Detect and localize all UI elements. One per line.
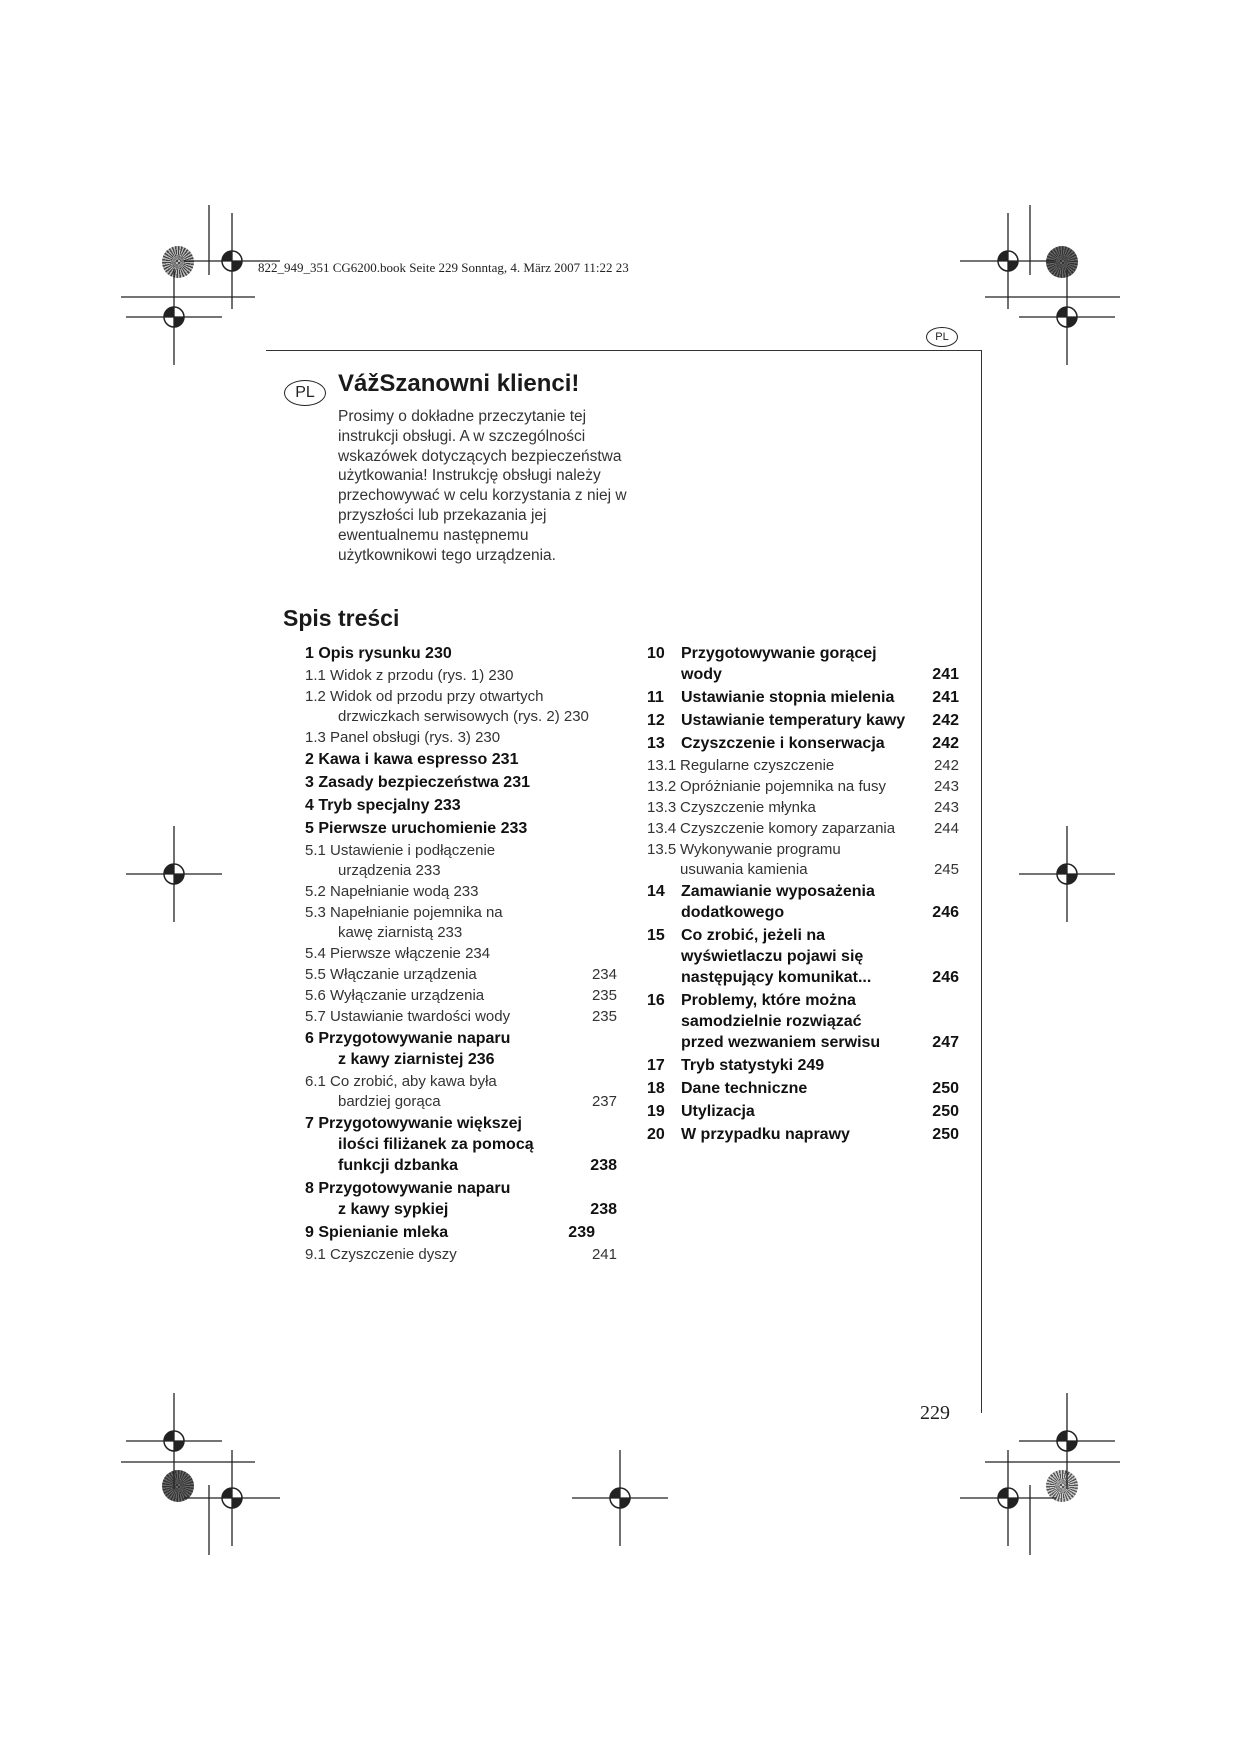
toc-entry-page: 238 [590,1157,617,1174]
toc-entry-number: 18 [647,1080,665,1097]
toc-entry-line [305,1007,617,1027]
toc-entry-line [647,1055,959,1076]
crosshair-target-icon [126,1393,222,1489]
toc-entry-page: 235 [591,1008,617,1025]
toc-entry-number: 16 [647,992,665,1009]
toc-entry-text: Ustawianie temperatury kawy [681,712,906,729]
toc-entry-page: 250 [932,1103,959,1120]
toc-entry [647,881,959,923]
toc-entry-text: Przygotowywanie gorącej [681,645,877,662]
toc-entry-text: następujący komunikat... [681,969,872,986]
toc-entry-line [305,687,617,707]
toc-entry-text: 5.5 Włączanie urządzenia [305,966,477,983]
toc-entry-number: 20 [647,1126,665,1143]
crosshair-target-icon [126,826,222,922]
toc-entry-line [305,1245,617,1265]
toc-entry-text: 1 Opis rysunku 230 [305,645,452,662]
toc-entry [305,1028,617,1070]
toc-entry [647,756,959,776]
toc-entry-text: 1.1 Widok z przodu (rys. 1) 230 [305,667,514,684]
toc-entry [305,643,617,664]
toc-entry-number: 17 [647,1057,665,1074]
toc-entry-line [305,795,617,816]
toc-entry [647,840,959,880]
toc-entry-line [305,841,617,861]
toc-entry-number: 14 [647,883,665,900]
toc-entry-line [647,881,959,902]
toc-entry-line [647,1124,959,1145]
toc-entry-text: 5.4 Pierwsze włączenie 234 [305,945,491,962]
toc-entry-text: Dane techniczne [681,1080,808,1097]
toc-entry-page: 243 [933,778,959,795]
toc-entry-text: drzwiczkach serwisowych (rys. 2) 230 [338,708,589,725]
toc-entry-text: ilości filiżanek za pomocą [338,1136,534,1153]
toc-entry-line [647,777,959,797]
crosshair-target-icon [1019,1393,1115,1489]
frame-right-rule [981,350,982,1413]
toc-entry [305,1072,617,1112]
toc-entry [305,1245,617,1265]
toc-entry [305,795,617,816]
toc-entry-line [305,1113,617,1134]
crosshair-target-icon [572,1450,668,1546]
crosshair-target-icon [184,1450,280,1546]
toc-entry-number: 13.1 [647,757,677,774]
toc-entry-line [647,798,959,818]
toc-entry [305,965,617,985]
toc-entry [647,643,959,685]
toc-entry-page: 245 [933,861,959,878]
toc-entry-text: 3 Zasady bezpieczeństwa 231 [305,774,530,791]
toc-entry-text: 2 Kawa i kawa espresso 231 [305,751,519,768]
toc-entry-line [647,1011,959,1032]
crosshair-target-icon [1019,826,1115,922]
toc-entry [305,728,617,748]
toc-entry-page: 242 [932,735,959,752]
toc-entry [305,818,617,839]
toc-entry-line [305,707,617,727]
greeting-paragraph: Prosimy o dokładne przeczytanie tej instrukcji obsługi. A w szczególności wskazówek dotyczących bezpieczeństwa użytkowania! Instrukcję obsługi należy przechowywać w celu korzystania z niej w przyszłości lub przekazania jej ewentualnemu następnemu użytkownikowi tego urządzenia. [338,408,627,564]
toc-entry [305,1007,617,1027]
frame-top-rule [266,350,982,351]
toc-entry-text: 5.3 Napełnianie pojemnika na [305,904,503,921]
toc-entry-line [647,1078,959,1099]
toc-entry-text: Utylizacja [681,1103,755,1120]
toc-entry-text: Opróżnianie pojemnika na fusy [680,778,886,795]
toc-entry-line [647,1032,959,1053]
toc-entry [647,925,959,988]
toc-entry-line [305,1028,617,1049]
toc-entry [305,687,617,727]
toc-entry-line [647,946,959,967]
toc-entry-text: 1.3 Panel obsługi (rys. 3) 230 [305,729,501,746]
toc-entry-number: 13.5 [647,841,677,858]
toc-entry-page: 239 [568,1224,595,1241]
toc-entry-page: 244 [933,820,959,837]
toc-entry-line [305,749,617,770]
toc-entry-page: 242 [933,757,959,774]
toc-entry-line [305,1134,617,1155]
toc-entry-text: Czyszczenie komory zaparzania [680,820,896,837]
toc-entry [305,903,617,943]
toc-entry-page: 247 [932,1034,959,1051]
toc-entry-line [305,861,617,881]
toc-entry-page: 234 [591,966,617,983]
toc-entry-number: 13.4 [647,820,677,837]
toc-entry-line [305,965,617,985]
toc-entry-line [305,1222,617,1243]
toc-entry [647,1124,959,1145]
toc-entry-number: 10 [647,645,665,662]
toc-title: Spis treści [283,605,400,631]
toc-entry-text: z kawy sypkiej [338,1201,449,1218]
toc-entry [647,819,959,839]
toc-entry-line [647,860,959,880]
toc-entry-text: wody [681,666,722,683]
toc-entry-text: 5.6 Wyłączanie urządzenia [305,987,485,1004]
toc-entry-line [305,923,617,943]
toc-entry-line [647,840,959,860]
page-number: 229 [920,1402,950,1424]
toc-entry-page: 241 [932,689,959,706]
toc-entry-text: 5.7 Ustawianie twardości wody [305,1008,511,1025]
toc-entry-page: 235 [591,987,617,1004]
language-badge: PL [284,380,326,406]
language-badge-small: PL [926,327,958,347]
toc-entry-page: 246 [932,904,959,921]
toc-entry-text: Wykonywanie programu [680,841,841,858]
toc-entry-text: 5 Pierwsze uruchomienie 233 [305,820,528,837]
toc-entry-text: Czyszczenie i konserwacja [681,735,885,752]
toc-entry-line [305,818,617,839]
header-file-info: 822_949_351 CG6200.book Seite 229 Sonntag, 4. März 2007 11:22 23 [258,260,629,275]
toc-entry-line [647,664,959,685]
toc-entry-page: 237 [591,1093,617,1110]
toc-entry [305,882,617,902]
toc-entry-text: Regularne czyszczenie [680,757,835,774]
toc-entry-text: 5.1 Ustawienie i podłączenie [305,842,496,859]
toc-entry-line [305,903,617,923]
toc-entry-line [647,967,959,988]
toc-entry-text: W przypadku naprawy [681,1126,850,1143]
toc-entry-number: 15 [647,927,665,944]
toc-entry [647,733,959,754]
toc-entry-text: 1.2 Widok od przodu przy otwartych [305,688,544,705]
toc-entry [647,777,959,797]
toc-entry-page: 241 [932,666,959,683]
toc-entry-text: 9 Spienianie mleka [305,1224,449,1241]
toc-entry-page: 250 [932,1126,959,1143]
toc-entry-text: bardziej gorąca [338,1093,441,1110]
toc-entry-text: kawę ziarnistą 233 [338,924,463,941]
toc-entry-number: 13 [647,735,665,752]
toc-entry-line [647,643,959,664]
crosshair-target-icon [960,1450,1056,1546]
toc-entry-text: 6.1 Co zrobić, aby kawa była [305,1073,497,1090]
toc-entry-number: 19 [647,1103,665,1120]
toc-entry-line [647,819,959,839]
toc-entry [647,1078,959,1099]
toc-entry-page: 250 [932,1080,959,1097]
toc-entry [647,1101,959,1122]
toc-entry-text: Zamawianie wyposażenia [681,883,875,900]
toc-entry-line [305,1072,617,1092]
toc-entry-line [647,756,959,776]
toc-entry-text: 8 Przygotowywanie naparu [305,1180,511,1197]
crosshair-target-icon [960,213,1056,309]
toc-entry [305,1178,617,1220]
toc-entry-text: Tryb statystyki 249 [681,1057,825,1074]
toc-entry-line [305,986,617,1006]
greeting-title: VážSzanowni klienci! [338,370,580,397]
toc-entry-number: 13.2 [647,778,677,795]
toc-entry-line [647,733,959,754]
toc-entry [305,749,617,770]
toc-entry-text: przed wezwaniem serwisu [681,1034,881,1051]
toc-entry-text: z kawy ziarnistej 236 [338,1051,495,1068]
toc-entry-line [647,710,959,731]
toc-entry [305,944,617,964]
toc-entry-line [647,925,959,946]
toc-entry-line [305,882,617,902]
toc-entry-line [305,772,617,793]
toc-entry [305,666,617,686]
toc-entry [305,986,617,1006]
toc-entry [647,687,959,708]
toc-entry-text: Problemy, które można [681,992,856,1009]
toc-entry-text: dodatkowego [681,904,785,921]
crosshair-target-icon [126,269,222,365]
toc-entry-line [305,1155,617,1176]
toc-entry-text: 4 Tryb specjalny 233 [305,797,461,814]
toc-entry [647,710,959,731]
toc-entry-line [647,687,959,708]
toc-entry-line [647,990,959,1011]
toc-entry-text: funkcji dzbanka [338,1157,459,1174]
toc-entry-line [305,728,617,748]
toc-entry [305,841,617,881]
toc-entry-line [305,944,617,964]
toc-entry-page: 242 [932,712,959,729]
toc-entry-page: 243 [933,799,959,816]
toc-entry-line [305,1092,617,1112]
toc-entry-text: Czyszczenie młynka [680,799,816,816]
toc-entry [647,1055,959,1076]
toc-entry-line [305,1199,617,1220]
toc-entry-text: samodzielnie rozwiązać [681,1013,862,1030]
toc-entry-line [647,902,959,923]
toc-entry-line [647,1101,959,1122]
toc-entry-line [305,643,617,664]
toc-left-column [305,643,617,1266]
toc-entry-page: 246 [932,969,959,986]
toc-entry [305,1222,617,1243]
toc-entry-text: usuwania kamienia [680,861,808,878]
toc-entry-number: 11 [647,689,664,706]
toc-entry-text: wyświetlaczu pojawi się [681,948,864,965]
toc-entry-text: 9.1 Czyszczenie dyszy [305,1246,457,1263]
toc-entry [647,990,959,1053]
toc-entry-number: 13.3 [647,799,677,816]
toc-entry-line [305,1049,617,1070]
toc-entry [305,1113,617,1176]
toc-entry-page: 238 [590,1201,617,1218]
toc-entry-text: 7 Przygotowywanie większej [305,1115,522,1132]
toc-entry-line [305,1178,617,1199]
toc-entry-text: 6 Przygotowywanie naparu [305,1030,511,1047]
toc-entry-text: Co zrobić, jeżeli na [681,927,826,944]
toc-entry-line [305,666,617,686]
crosshair-target-icon [1019,269,1115,365]
toc-right-column [647,643,959,1147]
toc-entry-text: 5.2 Napełnianie wodą 233 [305,883,479,900]
toc-entry-page: 241 [591,1246,617,1263]
toc-entry-text: Ustawianie stopnia mielenia [681,689,895,706]
toc-entry-number: 12 [647,712,665,729]
toc-entry [647,798,959,818]
toc-entry-text: urządzenia 233 [338,862,441,879]
toc-entry [305,772,617,793]
